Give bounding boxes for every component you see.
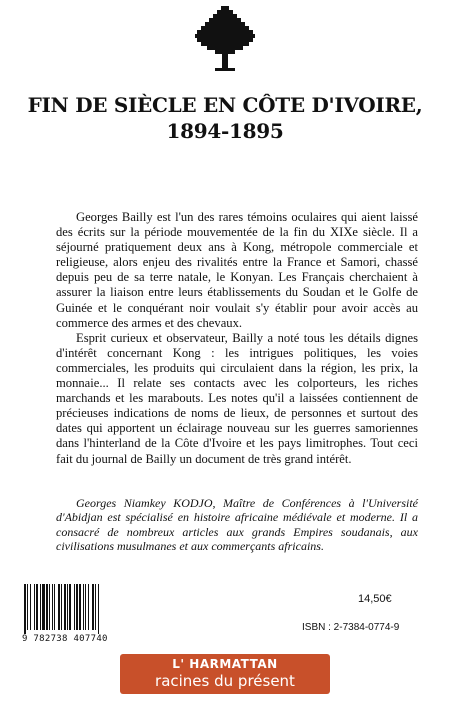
barcode-bar [49,584,50,630]
barcode-bar [95,584,96,630]
barcode-bar [67,584,68,630]
barcode-bar [58,584,60,630]
barcode-bar [27,584,28,630]
barcode-bar [64,584,66,630]
barcode-bar [36,584,38,630]
barcode-bar [52,584,53,630]
barcode-bar [24,584,26,634]
publisher-badge [120,654,330,694]
barcode-bar [79,584,81,630]
isbn-label: ISBN : 2-7384-0774-9 [302,622,400,633]
barcode [22,584,132,634]
barcode-bar [85,584,86,630]
barcode-bar [92,584,94,630]
author-bio: Georges Niamkey KODJO, Maître de Conférences à l'Université d'Abidjan est spécialisé en histoire africaine médiévale et moderne. Il a consacré de nombreux articles aux grands Empires soudanais, aux civilisations musulmanes et aux commerçants africains. [56,496,418,553]
series-name: racines du présent [155,672,295,690]
stepped-tree-icon [195,6,255,72]
barcode-bar [40,584,41,630]
barcode-bar [98,584,99,634]
barcode-bar [30,584,31,630]
barcode-bar [34,584,35,630]
title-line-2: 1894-1895 [166,119,284,143]
barcode-bar [46,584,48,630]
barcode-bar [88,584,89,630]
barcode-bar [83,584,84,630]
barcode-bar [61,584,62,630]
blurb-paragraph-1: Georges Bailly est l'un des rares témoins oculaires qui aient laissé des écrits sur la période mouvementée de la fin du XIXe siècle. Il a séjourné pratiquement deux ans à Kong, métropole commerciale et religieuse, alors enjeu des rivalités entre la France et Samori, chassé depuis peu de sa terre natale, le Konyan. Les Français cherchaient à assurer la liaison entre leurs établissements du Soudan et le Golfe de Guinée et le conquérant noir voulait s'y établir pour avoir accès au commerce des armes et des chevaux. [56,210,418,330]
back-cover-blurb [56,210,418,467]
book-title [0,92,450,144]
price-label: 14,50€ [358,593,392,605]
title-line-1: FIN DE SIÈCLE EN CÔTE D'IVOIRE, [27,93,423,117]
barcode-digits: 9 782738 407740 [22,634,108,644]
barcode-bar [69,584,71,630]
blurb-paragraph-2: Esprit curieux et observateur, Bailly a noté tous les détails dignes d'intérêt concernant Kong : les intrigues politiques, les voies commerciales, les produits qui circulaient dans la région, les prix, la monnaie... Il relate ses contacts avec les colporteurs, les riches marchands et les marabouts. Les notes qu'il a laissées contiennent de précieuses indications de noms de lieux, de personnes et surtout des dates qui apportent un éclairage nouveau sur les guerres samoriennes dans l'hinterland de la Côte d'Ivoire et les pays limitrophes. Tout ceci fait du journal de Bailly un document de très grand intérêt. [56,330,418,466]
barcode-bar [42,584,45,630]
barcode-bar [74,584,75,630]
barcode-bar [76,584,78,630]
barcode-bar [54,584,55,630]
publisher-name: L' HARMATTAN [172,657,278,671]
